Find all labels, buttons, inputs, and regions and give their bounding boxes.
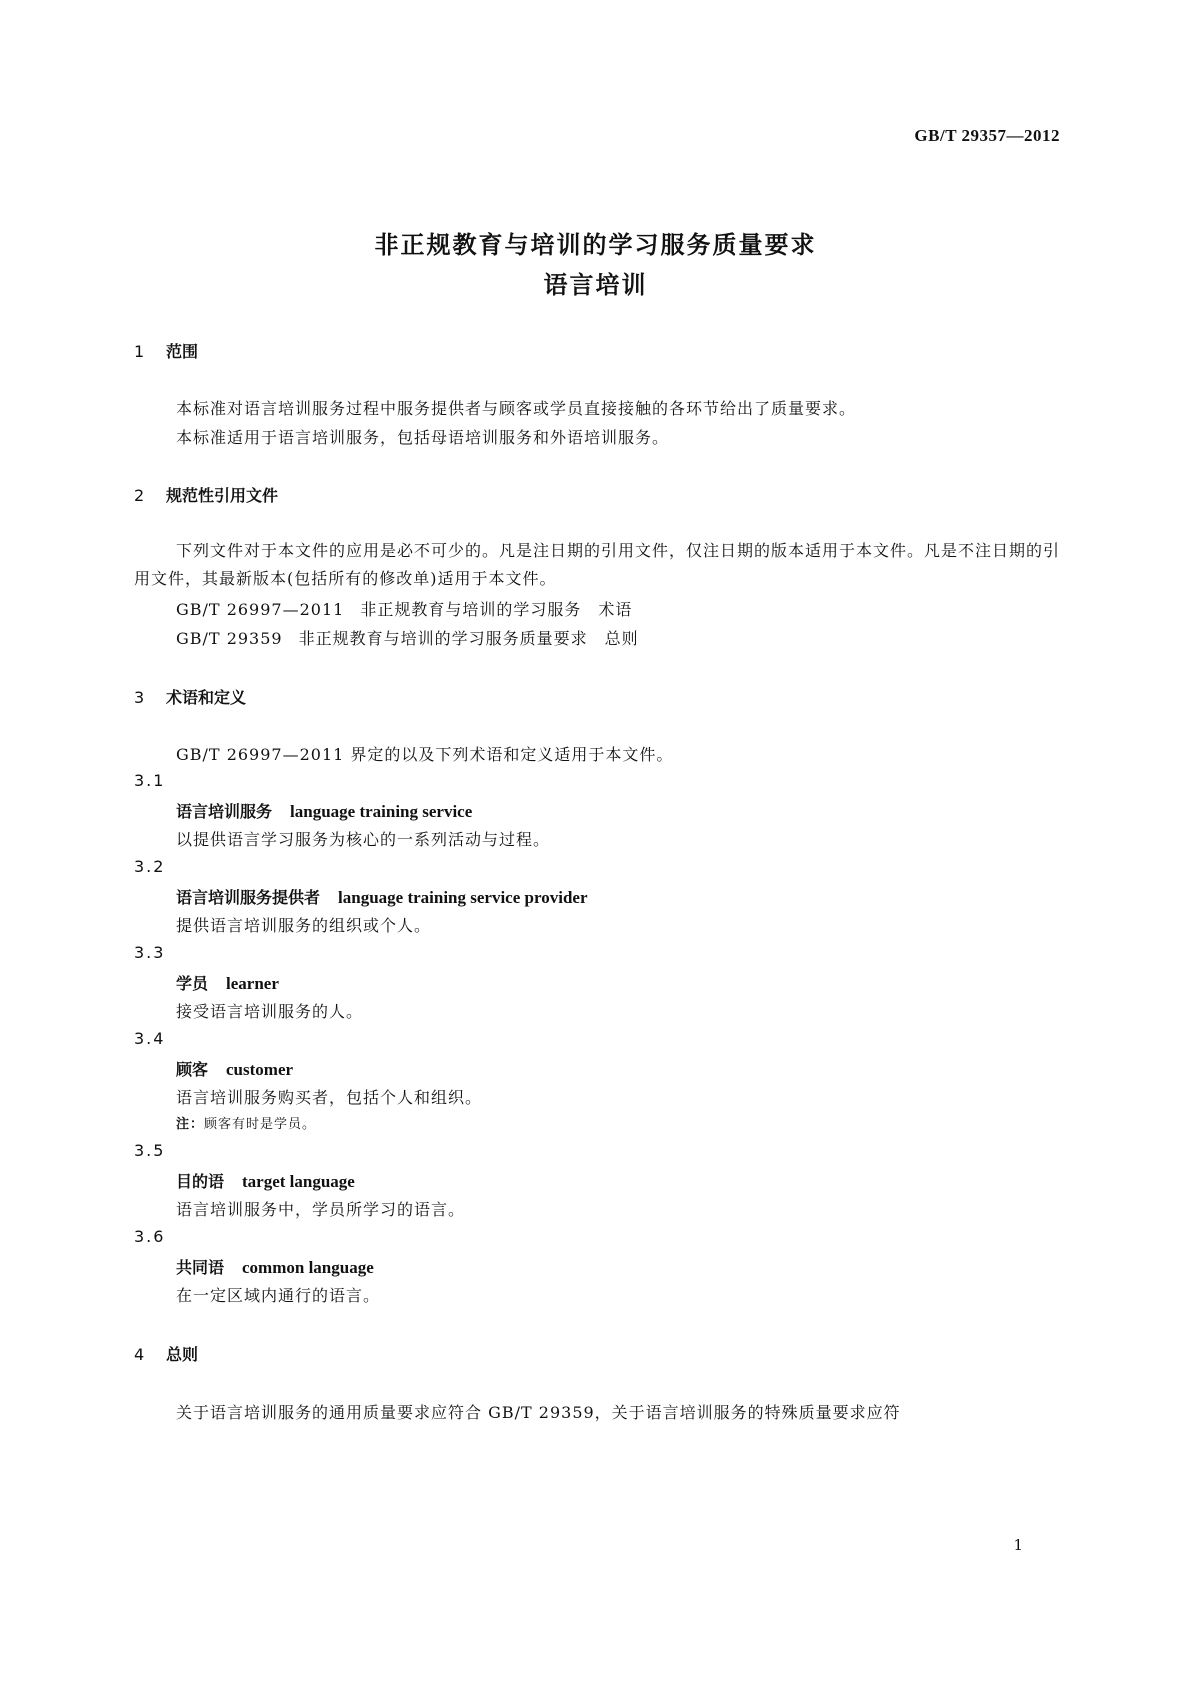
section-3-heading bbox=[134, 685, 246, 708]
term-number: 3.5 bbox=[134, 1141, 166, 1160]
page-number: 1 bbox=[1013, 1536, 1023, 1554]
section-number: 3 bbox=[134, 688, 145, 707]
note-label: 注： bbox=[176, 1117, 205, 1132]
section-1-heading bbox=[134, 339, 198, 362]
term-en: language training service bbox=[290, 802, 473, 821]
reference-1 bbox=[176, 597, 1061, 620]
term-en: target language bbox=[242, 1172, 355, 1191]
document-title: 非正规教育与培训的学习服务质量要求 bbox=[374, 231, 817, 259]
section-title: 规范性引用文件 bbox=[166, 486, 279, 505]
term-definition: 语言培训服务购买者，包括个人和组织。 bbox=[176, 1088, 483, 1107]
section-title: 术语和定义 bbox=[166, 688, 247, 707]
term-definition: 在一定区域内通行的语言。 bbox=[176, 1286, 381, 1305]
term-zh: 语言培训服务 bbox=[176, 802, 273, 821]
general-paragraph: 关于语言培训服务的通用质量要求应符合 GB/T 29359，关于语言培训服务的特殊质量要求应符 bbox=[176, 1403, 901, 1422]
term-definition: 提供语言培训服务的组织或个人。 bbox=[176, 916, 432, 935]
scope-paragraph-1: 本标准对语言培训服务过程中服务提供者与顾客或学员直接接触的各环节给出了质量要求。 bbox=[176, 399, 857, 418]
document-subtitle: 语言培训 bbox=[543, 271, 648, 299]
reference-title: 非正规教育与培训的学习服务 术语 bbox=[360, 600, 633, 619]
term-definition: 以提供语言学习服务为核心的一系列活动与过程。 bbox=[176, 830, 551, 849]
term-zh: 学员 bbox=[176, 974, 209, 993]
term-heading bbox=[176, 1169, 355, 1192]
normative-paragraph: 下列文件对于本文件的应用是必不可少的。凡是注日期的引用文件，仅注日期的版本适用于本文件。凡是不注日期的引用文件，其最新版本(包括所有的修改单)适用于本文件。 bbox=[134, 541, 1061, 588]
reference-code: GB/T 29359 bbox=[176, 629, 283, 648]
section-title: 范围 bbox=[166, 342, 199, 361]
term-heading bbox=[176, 1255, 374, 1278]
standard-code: GB/T 29357—2012 bbox=[914, 126, 1060, 145]
term-heading bbox=[176, 971, 279, 994]
term-number: 3.2 bbox=[134, 857, 166, 876]
term-en: common language bbox=[242, 1258, 374, 1277]
term-number: 3.6 bbox=[134, 1227, 166, 1246]
term-en: customer bbox=[226, 1060, 294, 1079]
section-title: 总则 bbox=[166, 1345, 199, 1364]
term-zh: 顾客 bbox=[176, 1060, 209, 1079]
term-number: 3.4 bbox=[134, 1029, 166, 1048]
term-zh: 共同语 bbox=[176, 1258, 225, 1277]
term-definition: 语言培训服务中，学员所学习的语言。 bbox=[176, 1200, 466, 1219]
term-en: learner bbox=[226, 974, 279, 993]
term-heading bbox=[176, 885, 588, 908]
term-zh: 语言培训服务提供者 bbox=[176, 888, 321, 907]
term-heading bbox=[176, 799, 472, 822]
term-number: 3.3 bbox=[134, 943, 166, 962]
reference-code: GB/T 26997—2011 bbox=[176, 600, 345, 619]
term-heading bbox=[176, 1057, 293, 1080]
terms-intro: GB/T 26997—2011 界定的以及下列术语和定义适用于本文件。 bbox=[176, 745, 674, 764]
section-number: 4 bbox=[134, 1345, 145, 1364]
section-number: 2 bbox=[134, 486, 145, 505]
term-en: language training service provider bbox=[338, 888, 588, 907]
section-2-heading bbox=[134, 483, 278, 506]
reference-title: 非正规教育与培训的学习服务质量要求 总则 bbox=[298, 629, 639, 648]
reference-2 bbox=[176, 626, 1061, 649]
term-definition: 接受语言培训服务的人。 bbox=[176, 1002, 364, 1021]
scope-paragraph-2: 本标准适用于语言培训服务，包括母语培训服务和外语培训服务。 bbox=[176, 428, 670, 447]
term-note bbox=[176, 1113, 316, 1132]
term-number: 3.1 bbox=[134, 771, 166, 790]
note-text: 顾客有时是学员。 bbox=[204, 1117, 317, 1132]
section-number: 1 bbox=[134, 342, 145, 361]
section-4-heading bbox=[134, 1342, 198, 1365]
term-zh: 目的语 bbox=[176, 1172, 225, 1191]
